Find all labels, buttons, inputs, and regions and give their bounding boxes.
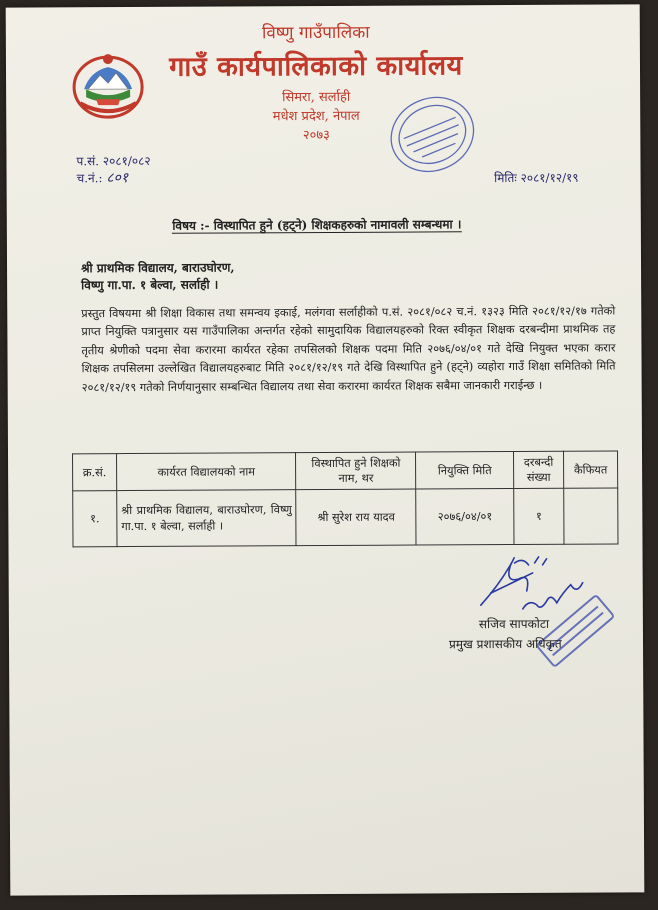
cell-quota: १ xyxy=(514,488,564,544)
addressee-block xyxy=(81,259,235,294)
subject-line xyxy=(7,214,627,234)
cell-sn: १. xyxy=(73,491,117,547)
letter-page xyxy=(6,4,645,895)
teacher-table xyxy=(72,450,618,547)
signatory-name: सजिव सापकोटा xyxy=(478,616,550,632)
col-header-teacher: विस्थापित हुने शिक्षको नाम, थर xyxy=(296,452,416,490)
col-header-quota: दरबन्दी संख्या xyxy=(514,451,564,488)
addressee-line2: विष्णु गा.पा. १ बेल्वा, सर्लाही । xyxy=(81,277,219,293)
letter-date: मितिः २०८१/१२/१९ xyxy=(494,170,579,186)
cell-appointment-date: २०७६/०४/०१ xyxy=(416,489,514,546)
cn-label: च.नं.: xyxy=(76,171,103,186)
col-header-remarks: कैफियत xyxy=(564,451,618,488)
office-address xyxy=(6,86,626,146)
cn-number xyxy=(77,170,151,187)
established-year: २०७३ xyxy=(302,127,330,144)
table-header-row xyxy=(73,451,618,491)
col-header-sn: क्र.सं. xyxy=(73,454,117,491)
ps-number: प.सं. २०८१/०८२ xyxy=(76,153,151,169)
table-row xyxy=(73,488,618,547)
col-header-appointment-date: नियुक्ति मिति xyxy=(416,452,514,490)
cn-value: ८०१ xyxy=(106,170,129,187)
address-line2: मधेश प्रदेश, नेपाल xyxy=(272,108,360,125)
addressee-line1: श्री प्राथमिक विद्यालय, बाराउघोरण, xyxy=(81,260,235,276)
cell-school: श्री प्राथमिक विद्यालय, बाराउघोरण, विष्णु गा.पा. १ बेल्वा, सर्लाही । xyxy=(117,490,297,547)
office-name: गाउँ कार्यपालिकाको कार्यालय xyxy=(169,50,463,83)
signatory-title: प्रमुख प्रशासकीय अधिकृत xyxy=(448,636,562,652)
office-stamp-seal xyxy=(386,91,478,177)
body-paragraph: प्रस्तुत विषयमा श्री शिक्षा विकास तथा समन्वय इकाई, मलंगवा सर्लाहीको प.सं. २०८१/०८२ च.नं. १३२३ मिति २०८१/१२/१७ गतेको प्राप्त नियुक्ति पत्रानुसार यस गाउँपालिका अन्तर्गत रहेको सामुदायिक विद्यालयहरुको रिक्त स्वीकृत शिक्षक दरबन्दीमा प्राथमिक तह तृतीय श्रेणीको पदमा सेवा करारमा कार्यरत रहेका तपसिलको शिक्षक पदमा मिति २०७६/०४/०१ गते देखि नियुक्त भएका करार शिक्षक तपसिलमा उल्लेखित विद्यालयहरुबाट मिति २०८१/१२/१९ गते देखि विस्थापित हुने (हट्ने) व्यहोरा गाउँ शिक्षा समितिको मिति २०८१/१२/१९ गतेको निर्णयानुसार सम्बन्धित विद्यालय तथा सेवा करारमा कार्यरत शिक्षक सबैमा जानकारी गराईन्छ । xyxy=(81,304,616,394)
address-line1: सिमरा, सर्लाही xyxy=(282,89,351,106)
cell-teacher: श्री सुरेश राय यादव xyxy=(296,489,416,546)
cell-remarks xyxy=(564,488,618,544)
col-header-school: कार्यरत विद्यालयको नाम xyxy=(116,453,296,491)
municipality-name: विष्णु गाउँपालिका xyxy=(261,22,370,44)
reference-block xyxy=(76,153,150,187)
subject-text: विषय :- विस्थापित हुने (हट्ने) शिक्षकहरुको नामावली सम्बन्धमा । xyxy=(172,217,462,233)
